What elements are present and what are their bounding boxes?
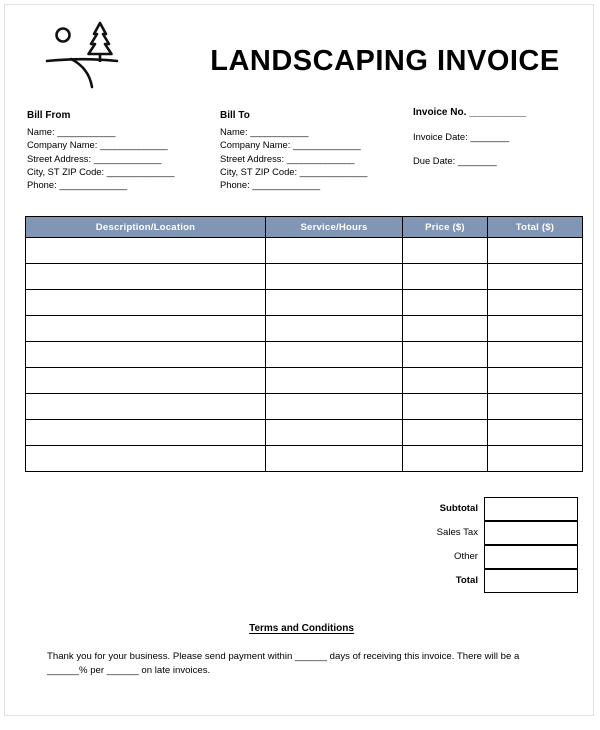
cell-price[interactable] [403,290,488,316]
invoice-number-blank[interactable]: ___________ [469,107,526,118]
bill-from-street-row [27,152,217,165]
column-header-total: Total ($) [488,217,583,238]
cell-price[interactable] [403,368,488,394]
cell-description[interactable] [26,264,266,290]
totals-row [25,545,578,569]
bill-from-phone-row [27,178,217,191]
cell-price[interactable] [403,238,488,264]
invoice-date-label: Invoice Date: [413,131,468,142]
cell-service-hours[interactable] [266,238,403,264]
totals-row [25,497,578,521]
cell-service-hours[interactable] [266,420,403,446]
table-row [26,394,583,420]
totals-value-box[interactable] [484,545,578,569]
due-date-blank[interactable]: ________ [457,155,497,166]
totals-label: Sales Tax [436,527,478,538]
field-blank[interactable]: ______________ [286,152,355,164]
field-label: City, ST ZIP Code: [220,165,298,177]
cell-service-hours[interactable] [266,394,403,420]
totals-row [25,521,578,545]
invoice-number-row [413,107,588,118]
cell-total[interactable] [488,342,583,368]
cell-price[interactable] [403,316,488,342]
column-header-description: Description/Location [26,217,266,238]
invoice-date-blank[interactable]: ________ [470,131,509,142]
cell-description[interactable] [26,238,266,264]
totals-value-box[interactable] [484,521,578,545]
cell-service-hours[interactable] [266,446,403,472]
bill-from-name-row [27,125,217,138]
invoice-page [4,4,594,716]
bill-to-company-row [220,138,410,151]
bill-from-city-row [27,165,217,178]
bill-to-phone-row [220,178,410,191]
table-row [26,290,583,316]
cell-description[interactable] [26,394,266,420]
invoice-date-row [413,131,588,142]
field-blank[interactable]: ____________ [57,126,116,138]
field-blank[interactable]: ____________ [250,126,309,138]
field-label: Street Address: [27,152,92,164]
due-date-label: Due Date: [413,155,456,166]
landscape-sun-tree-icon [45,19,131,91]
cell-description[interactable] [26,290,266,316]
totals-value-box[interactable] [484,497,578,521]
table-row [26,264,583,290]
cell-price[interactable] [403,420,488,446]
cell-total[interactable] [488,316,583,342]
terms-text: Thank you for your business. Please send payment within ______ days of receiving this invoice. There will be a ______% per ______ on late invoices. [47,651,520,676]
bill-from-block [27,109,217,191]
cell-description[interactable] [26,316,266,342]
cell-total[interactable] [488,420,583,446]
cell-service-hours[interactable] [266,368,403,394]
line-items-table [25,216,583,472]
invoice-number-label: Invoice No. [413,107,467,118]
bill-to-name-row [220,125,410,138]
cell-service-hours[interactable] [266,316,403,342]
field-label: Company Name: [220,139,291,151]
page-title: LANDSCAPING INVOICE [210,45,560,77]
table-row [26,368,583,394]
table-row [26,446,583,472]
cell-total[interactable] [488,368,583,394]
totals-block [25,497,578,593]
field-blank[interactable]: ______________ [93,152,162,164]
terms-heading: Terms and Conditions [249,623,354,634]
totals-row [25,569,578,593]
cell-description[interactable] [26,446,266,472]
cell-description[interactable] [26,368,266,394]
cell-total[interactable] [488,446,583,472]
totals-label: Other [454,551,478,562]
cell-total[interactable] [488,290,583,316]
field-blank[interactable]: ______________ [106,165,175,177]
table-header-row [26,217,583,238]
cell-service-hours[interactable] [266,342,403,368]
field-label: City, ST ZIP Code: [27,165,105,177]
line-items-body [26,238,583,472]
bill-to-block [220,109,410,191]
cell-price[interactable] [403,446,488,472]
field-label: Street Address: [220,152,285,164]
cell-description[interactable] [26,420,266,446]
field-blank[interactable]: ______________ [59,179,127,191]
field-label: Company Name: [27,139,98,151]
bill-from-company-row [27,138,217,151]
cell-price[interactable] [403,394,488,420]
table-row [26,420,583,446]
bill-to-city-row [220,165,410,178]
field-label: Name: [220,126,248,138]
totals-label: Total [455,575,478,586]
field-label: Phone: [27,179,57,191]
bill-to-heading: Bill To [220,110,250,121]
cell-total[interactable] [488,238,583,264]
field-blank[interactable]: ______________ [252,179,320,191]
invoice-header [5,5,593,101]
cell-total[interactable] [488,264,583,290]
table-row [26,316,583,342]
table-row [26,342,583,368]
cell-service-hours[interactable] [266,290,403,316]
totals-label: Subtotal [439,503,478,514]
column-header-price: Price ($) [403,217,488,238]
field-blank[interactable]: ______________ [299,165,368,177]
cell-price[interactable] [403,264,488,290]
cell-total[interactable] [488,394,583,420]
table-row [26,238,583,264]
invoice-meta-block [413,107,588,179]
field-blank[interactable]: ______________ [292,139,361,151]
cell-price[interactable] [403,342,488,368]
field-label: Phone: [220,179,250,191]
totals-value-box[interactable] [484,569,578,593]
field-label: Name: [27,126,55,138]
column-header-service-hours: Service/Hours [266,217,403,238]
bill-to-street-row [220,152,410,165]
due-date-row [413,155,588,166]
field-blank[interactable]: ______________ [99,139,168,151]
cell-service-hours[interactable] [266,264,403,290]
cell-description[interactable] [26,342,266,368]
terms-block [25,623,578,678]
bill-from-heading: Bill From [27,110,71,121]
